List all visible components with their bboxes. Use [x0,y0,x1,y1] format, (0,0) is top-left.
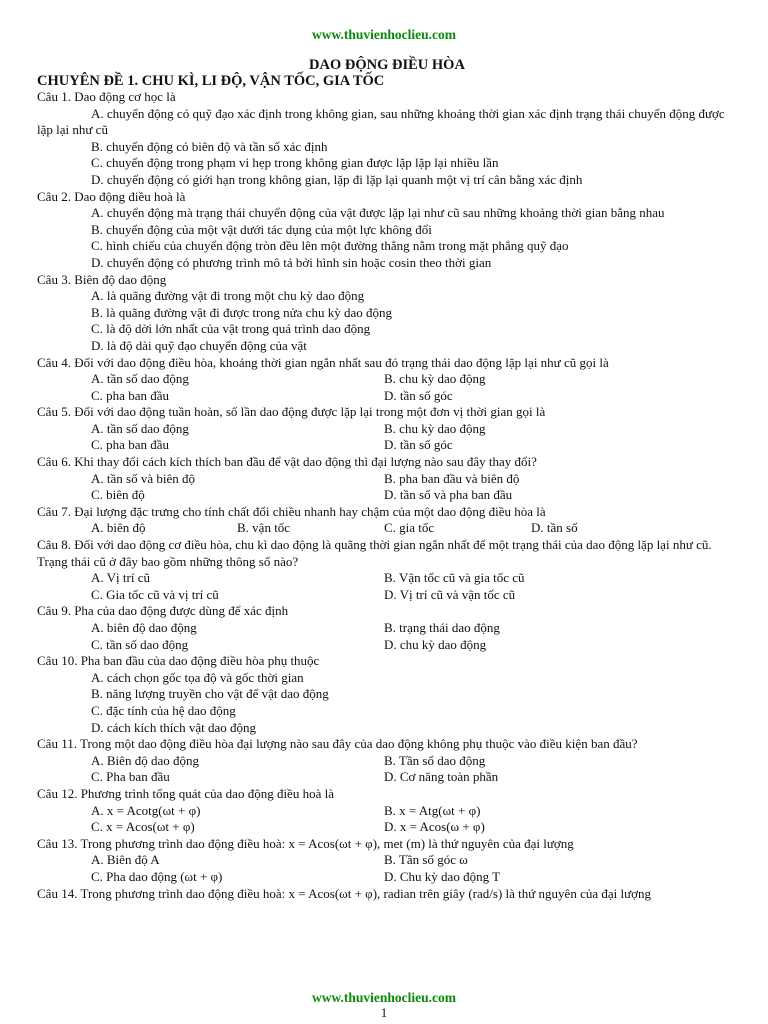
answer-option: B. Tần số dao động [384,752,486,768]
question-4 [37,355,737,405]
answer-option: D. tần số góc [384,387,453,403]
answer-option: B. trạng thái dao động [384,620,500,635]
answer-row [37,471,737,488]
question-stem: Câu 11. Trong một dao động điều hòa đại lượng nào sau đây của dao động không phụ thuộc vào điều kiện ban đầu? [37,736,638,752]
page-number: 1 [380,1005,388,1020]
question-stem: Câu 12. Phương trình tổng quát của dao động điều hoà là [37,785,334,801]
answer-option: A. cách chọn gốc tọa độ và gốc thời gian [91,669,304,685]
answer-option: C. pha ban đầu [91,437,169,453]
answer-option: B. chuyển động có biên độ và tần số xác định [91,138,328,154]
answer-option: C. gia tốc [384,520,435,536]
question-stem: Câu 13. Trong phương trình dao động điều hoà: x = Acos(ωt + φ), met (m) là thứ nguyên của đại lượng [37,835,574,851]
answer-option: D. chu kỳ dao động [384,636,487,652]
answer-option: A. chuyển động có quỹ đạo xác định trong không gian, sau những khoảng thời gian xác định trạng thái chuyển động được lặp lại như cũ [37,105,725,138]
question-stem: Câu 1. Dao động cơ học là [37,89,176,104]
answer-option: D. tần số và pha ban đầu [384,487,513,503]
question-stem: Câu 5. Đối với dao động tuần hoàn, số lần dao động được lặp lại trong một đơn vị thời gian gọi là [37,404,546,420]
question-14 [37,886,737,903]
answer-option: C. x = Acos(ωt + φ) [91,819,195,835]
answer-row [37,487,737,504]
question-stem: Câu 7. Đại lượng đặc trưng cho tính chất đổi chiều nhanh hay chậm của một dao động điều hòa là [37,503,546,519]
answer-option: B. Vận tốc cũ và gia tốc cũ [384,570,525,586]
question-stem: Câu 4. Đối với dao động điều hòa, khoảng thời gian ngắn nhất sau đó trạng thái dao động lặp lại như cũ gọi là [37,354,609,370]
question-stem: Câu 6. Khi thay đổi cách kích thích ban đầu để vật dao động thì đại lượng nào sau đây thay đổi? [37,454,537,470]
answer-row [37,753,737,770]
answer-option: D. chuyển động có giới hạn trong không gian, lặp đi lặp lại quanh một vị trí cân bằng xác định [91,171,583,187]
answer-option: A. tần số dao động [91,420,189,436]
answer-option: D. tần số góc [384,437,453,453]
answer-option: B. chu kỳ dao động [384,420,486,436]
question-5 [37,404,737,454]
answer-option: A. biên độ dao động [91,620,197,635]
answer-row [37,520,737,537]
question-12 [37,786,737,836]
answer-option: B. pha ban đầu và biên độ [384,470,520,486]
answer-row [37,637,737,654]
answer-row [37,388,737,405]
question-stem: Câu 9. Pha của dao động được dùng để xác định [37,603,289,619]
question-2 [37,189,737,272]
answer-option: D. Chu kỳ dao động T [384,868,501,884]
answer-option: B. chu kỳ dao động [384,371,486,387]
answer-option: D. chuyển động có phương trình mô tả bởi hình sin hoặc cosin theo thời gian [91,254,492,270]
answer-option: B. x = Atg(ωt + φ) [384,802,481,818]
answer-option: C. biên độ [91,487,145,503]
answer-option: A. là quãng đường vật đi trong một chu kỳ dao động [91,288,365,304]
answer-option: D. x = Acos(ω + φ) [384,819,485,835]
answer-option: D. tần số [531,520,578,536]
answer-option: D. Cơ năng toàn phần [384,769,499,785]
question-stem: Câu 14. Trong phương trình dao động điều hoà: x = Acos(ωt + φ), radian trên giây (rad/s) là thứ nguyên của đại lượng [37,885,652,901]
answer-row [37,803,737,820]
answer-option: A. Biên độ dao động [91,752,199,768]
answer-option: A. chuyển động mà trạng thái chuyển động của vật được lặp lại như cũ sau những khoảng thời gian bằng nhau [91,205,665,221]
question-3 [37,272,737,355]
answer-option: B. Tần số góc ω [384,852,468,868]
answer-row [37,769,737,786]
answer-option: C. Gia tốc cũ và vị trí cũ [91,586,219,602]
answer-option: C. Pha dao động (ωt + φ) [91,868,223,884]
question-stem: Câu 2. Dao động điều hoà là [37,188,186,204]
answer-option: A. Biên độ A [91,852,160,868]
answer-option: A. Vị trí cũ [91,570,150,586]
footer-site[interactable]: www.thuvienhoclieu.com [311,990,456,1005]
answer-option: A. tần số và biên độ [91,470,195,486]
answer-option: C. chuyển động trong phạm vi hẹp trong không gian được lặp lặp lại nhiều lần [91,155,499,171]
answer-option: C. đặc tính của hệ dao động [91,702,236,718]
question-9 [37,603,737,653]
answer-option: B. năng lượng truyền cho vật để vật dao động [91,686,329,702]
question-7 [37,504,737,537]
page-title: DAO ĐỘNG ĐIỀU HÒA [309,57,465,73]
answer-row [37,570,737,587]
answer-row [37,869,737,886]
answer-row [37,819,737,836]
answer-option: B. vận tốc [237,520,291,536]
question-10 [37,653,737,736]
question-13 [37,836,737,886]
answer-option: C. là độ dời lớn nhất của vật trong quá trình dao động [91,321,371,337]
answer-option: A. biên độ [91,520,146,536]
answer-option: C. Pha ban đầu [91,769,170,785]
question-6 [37,454,737,504]
question-8 [37,537,737,603]
answer-row [37,371,737,388]
answer-option: D. là độ dài quỹ đạo chuyển động của vật [91,337,307,353]
answer-row [37,587,737,604]
answer-row [37,421,737,438]
question-stem: Câu 10. Pha ban đầu của dao động điều hòa phụ thuộc [37,653,320,669]
answer-option: A. tần số dao động [91,371,189,387]
question-stem: Câu 3. Biên độ dao động [37,271,167,287]
answer-row [37,620,737,637]
header-site[interactable]: www.thuvienhoclieu.com [311,27,456,42]
answer-option: C. hình chiếu của chuyển động tròn đều lên một đường thẳng nằm trong mặt phẳng quỹ đạo [91,238,569,254]
question-list [37,89,737,902]
question-11 [37,736,737,786]
answer-option: B. chuyển động của một vật dưới tác dụng của một lực không đổi [91,221,432,237]
answer-option: A. x = Acotg(ωt + φ) [91,802,201,818]
answer-option: C. tần số dao động [91,636,189,652]
question-stem: Câu 8. Đối với dao động cơ điều hòa, chu kì dao động là quãng thời gian ngắn nhất để một trạng thái của dao động lặp lại như cũ. Trạng thái cũ ở đây bao gồm những thông số nào? [37,537,712,569]
answer-row [37,437,737,454]
chapter-title: CHUYÊN ĐỀ 1. CHU KÌ, LI ĐỘ, VẬN TỐC, GIA TỐC [37,73,385,89]
question-1 [37,89,737,189]
answer-option: B. là quãng đường vật đi được trong nửa chu kỳ dao động [91,304,392,320]
answer-option: D. cách kích thích vật dao động [91,719,256,735]
answer-option: C. pha ban đầu [91,387,169,403]
answer-option: D. Vị trí cũ và vận tốc cũ [384,586,516,602]
document-body [37,57,737,902]
answer-row [37,852,737,869]
